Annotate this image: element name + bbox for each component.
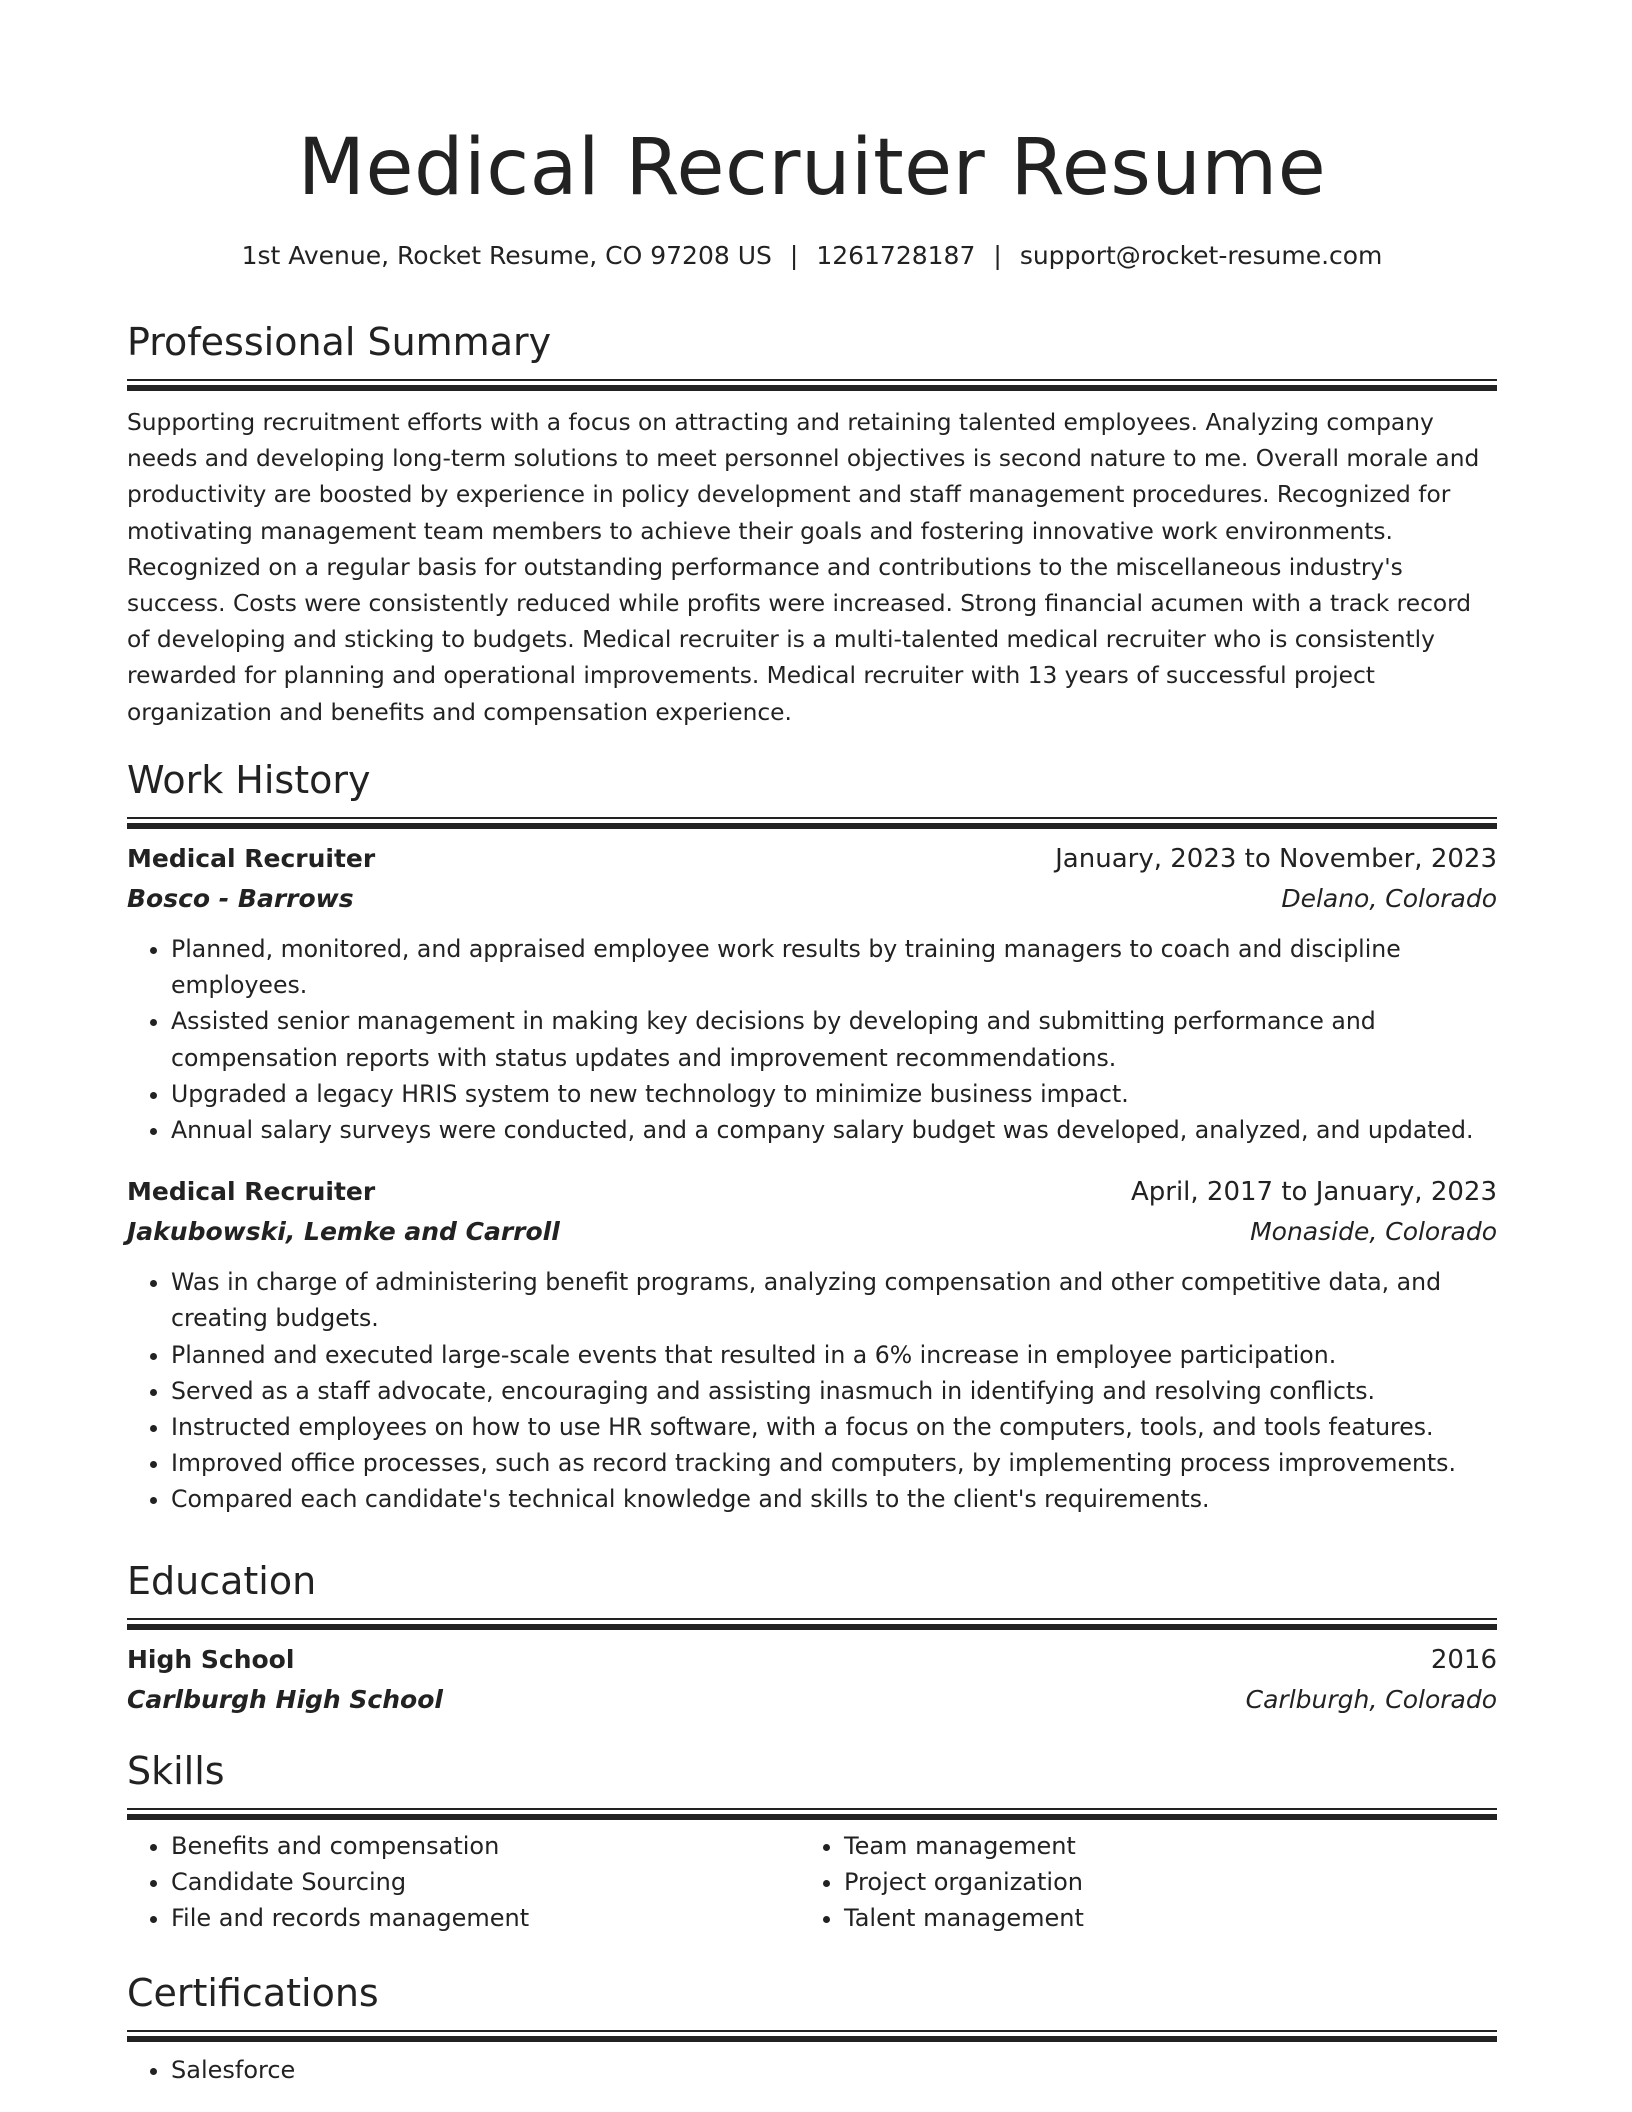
list-item: • Assisted senior management in making key decisions by developing and submitting performance and compensation reports with status updates and improvement recommendations. <box>171 1003 1497 1075</box>
skill-item: • Benefits and compensation <box>171 1828 800 1864</box>
skill-item: • Team management <box>844 1828 1473 1864</box>
skills-grid <box>127 1820 1497 1937</box>
job-bullets <box>127 931 1497 1148</box>
contact-separator: | <box>789 241 799 270</box>
contact-line <box>127 236 1497 276</box>
job-header <box>127 839 1497 879</box>
job-dates: January, 2023 to November, 2023 <box>1055 844 1497 874</box>
certifications-list <box>127 2052 1497 2088</box>
section-heading: Professional Summary <box>127 320 552 364</box>
skills-column-left <box>127 1820 800 1937</box>
job-entry <box>127 839 1497 1148</box>
certification-item: • Salesforce <box>171 2052 1497 2088</box>
school-name: Carlburgh High School <box>127 1685 443 1714</box>
school-location: Carlburgh, Colorado <box>1245 1685 1497 1714</box>
list-item: • Planned and executed large-scale events that resulted in a 6% increase in employee participation. <box>171 1337 1497 1373</box>
section-rule <box>127 385 1497 391</box>
contact-separator: | <box>993 241 1002 270</box>
section-heading: Education <box>127 1559 317 1603</box>
job-entry <box>127 1172 1497 1517</box>
resume-title: Medical Recruiter Resume <box>297 123 1327 213</box>
certifications-section <box>127 1968 1497 2088</box>
skill-item: • File and records management <box>171 1900 800 1936</box>
section-rule <box>127 1808 1497 1810</box>
section-rule <box>127 379 1497 381</box>
list-item: • Planned, monitored, and appraised employee work results by training managers to coach and discipline employees. <box>171 931 1497 1003</box>
contact-address: 1st Avenue, Rocket Resume, CO 97208 US <box>241 241 772 270</box>
section-rule <box>127 823 1497 829</box>
company-name: Jakubowski, Lemke and Carroll <box>127 1217 560 1247</box>
section-heading: Work History <box>127 758 371 802</box>
job-bullets <box>127 1264 1497 1517</box>
list-item: • Instructed employees on how to use HR software, with a focus on the computers, tools, and tools features. <box>171 1409 1497 1445</box>
contact-phone: 1261728187 <box>816 241 976 270</box>
contact-email: support@rocket-resume.com <box>1019 241 1383 270</box>
job-subheader <box>127 879 1497 919</box>
job-title: Medical Recruiter <box>127 1177 376 1207</box>
section-rule <box>127 2030 1497 2032</box>
education-header <box>127 1640 1497 1680</box>
summary-section <box>127 317 1497 731</box>
skills-column-right <box>800 1820 1473 1937</box>
section-heading: Skills <box>127 1749 225 1793</box>
education-entry <box>127 1640 1497 1720</box>
education-subheader <box>127 1680 1497 1720</box>
skill-item: • Candidate Sourcing <box>171 1864 800 1900</box>
degree: High School <box>127 1645 295 1674</box>
list-item: • Was in charge of administering benefit programs, analyzing compensation and other competitive data, and creating budgets. <box>171 1264 1497 1336</box>
list-item: • Upgraded a legacy HRIS system to new technology to minimize business impact. <box>171 1076 1497 1112</box>
section-rule <box>127 1624 1497 1630</box>
section-rule <box>127 2036 1497 2042</box>
section-rule <box>127 1618 1497 1620</box>
work-history-section <box>127 755 1497 1518</box>
skill-item: • Project organization <box>844 1864 1473 1900</box>
section-heading: Certifications <box>127 1971 379 2015</box>
skills-section <box>127 1746 1497 1937</box>
list-item: • Improved office processes, such as record tracking and computers, by implementing process improvements. <box>171 1445 1497 1481</box>
section-rule <box>127 817 1497 819</box>
job-dates: April, 2017 to January, 2023 <box>1130 1177 1497 1208</box>
job-subheader <box>127 1212 1497 1252</box>
graduation-year: 2016 <box>1430 1645 1497 1675</box>
skill-item: • Talent management <box>844 1900 1473 1936</box>
job-title: Medical Recruiter <box>127 844 376 873</box>
job-location: Delano, Colorado <box>1281 884 1497 913</box>
job-header <box>127 1172 1497 1212</box>
skills-list <box>800 1828 1473 1937</box>
education-section <box>127 1556 1497 1720</box>
skills-list <box>127 1828 800 1937</box>
job-location: Monaside, Colorado <box>1250 1217 1497 1247</box>
summary-text: Supporting recruitment efforts with a focus on attracting and retaining talented employees. Analyzing company needs and developing long-term solutions to meet personnel objectives is second nature to me. Overall morale and productivity are boosted by experience in policy development and staff management procedures. Recognized for motivating management team members to achieve their goals and fostering innovative work environments. Recognized on a regular basis for outstanding performance and contributions to the miscellaneous industry's success. Costs were consistently reduced while profits were increased. Strong financial acumen with a track record of developing and sticking to budgets. Medical recruiter is a multi-talented medical recruiter who is consistently rewarded for planning and operational improvements. Medical recruiter with 13 years of successful project organization and benefits and compensation experience. <box>127 409 1480 726</box>
list-item: • Compared each candidate's technical knowledge and skills to the client's requirements. <box>171 1481 1497 1517</box>
list-item: • Served as a staff advocate, encouraging and assisting inasmuch in identifying and resolving conflicts. <box>171 1373 1497 1409</box>
list-item: • Annual salary surveys were conducted, and a company salary budget was developed, analyzed, and updated. <box>171 1112 1497 1148</box>
company-name: Bosco - Barrows <box>127 884 354 913</box>
